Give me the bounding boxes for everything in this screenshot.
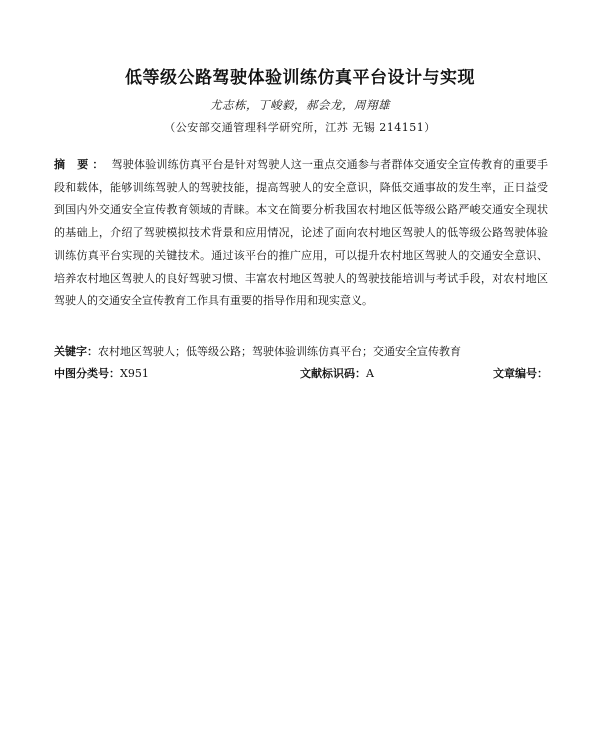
doc-code-value: A (366, 367, 374, 380)
keywords-block (54, 341, 548, 363)
clc-number (54, 363, 149, 385)
paper-authors: 尤志栋，丁峻毅，郝会龙，周翔雄 (210, 98, 390, 112)
paper-affiliation: （公安部交通管理科学研究所，江苏 无锡 214151） (164, 121, 436, 134)
paper-title: 低等级公路驾驶体验训练仿真平台设计与实现 (125, 68, 475, 88)
abstract-block (54, 154, 548, 313)
document-code (300, 363, 374, 385)
abstract-text: 驾驶体验训练仿真平台是针对驾驶人这一重点交通参与者群体交通安全宣传教育的重要手段和载体，能够训练驾驶人的驾驶技能，提高驾驶人的安全意识，降低交通事故的发生率，正日益受到国内外交通安全宣传教育领域的青睐。本文在简要分析我国农村地区低等级公路严峻交通安全现状的基础上，介绍了驾驶模拟技术背景和应用情况，论述了面向农村地区驾驶人的低等级公路驾驶体验训练仿真平台实现的关键技术。通过该平台的推广应用，可以提升农村地区驾驶人的交通安全意识、培养农村地区驾驶人的良好驾驶习惯、丰富农村地区驾驶人的驾驶技能培训与考试手段，对农村地区驾驶人的交通安全宣传教育工作具有重要的指导作用和现实意义。 (54, 158, 548, 308)
keywords-label: 关键字： (54, 345, 98, 358)
clc-label: 中图分类号： (54, 367, 120, 380)
clc-value: X951 (120, 367, 149, 380)
article-no-label: 文章编号： (493, 367, 548, 380)
keywords-text: 农村地区驾驶人；低等级公路；驾驶体验训练仿真平台；交通安全宣传教育 (98, 345, 461, 358)
doc-code-label: 文献标识码： (300, 367, 366, 380)
abstract-label: 摘 要： (54, 158, 108, 171)
article-number (493, 363, 548, 385)
classification-row (54, 363, 548, 385)
